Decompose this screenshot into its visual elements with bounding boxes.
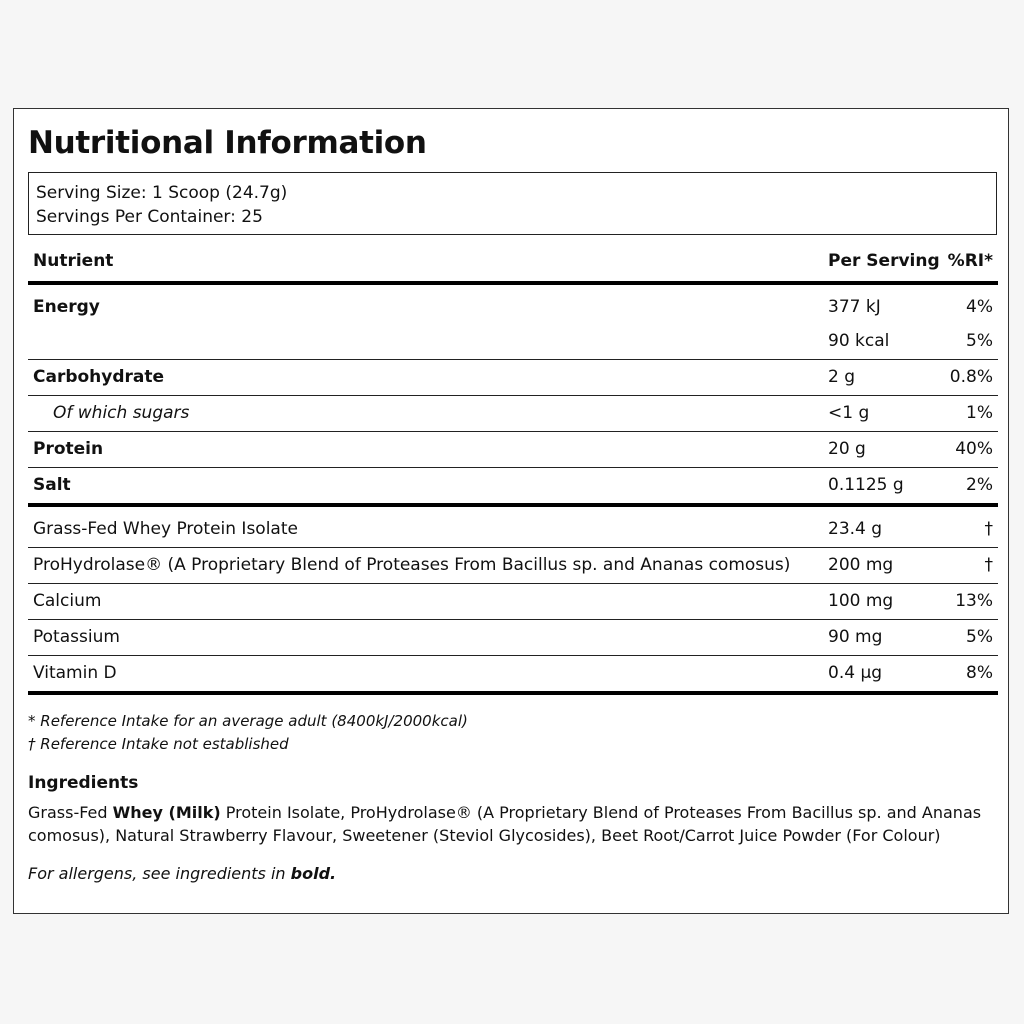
- table-row-energy-kj: [28, 285, 998, 324]
- per-serving-value: 90 mg: [828, 627, 883, 647]
- header-ri: %RI*: [947, 251, 993, 271]
- table-row-sugars: [28, 396, 998, 432]
- allergen-highlight: Whey (Milk): [112, 803, 221, 822]
- serving-info-box: [28, 172, 997, 235]
- table-row-vitamin-d: [28, 656, 998, 695]
- nutrient-name: ProHydrolase® (A Proprietary Blend of Proteases From Bacillus sp. and Ananas comosus): [33, 555, 791, 575]
- ri-value: †: [984, 519, 993, 539]
- ri-value: 5%: [966, 331, 993, 351]
- table-row-potassium: [28, 620, 998, 656]
- nutrient-name: Protein: [33, 439, 104, 459]
- table-row-salt: [28, 468, 998, 507]
- footnotes: [28, 710, 468, 756]
- per-serving-value: 0.4 µg: [828, 663, 883, 683]
- table-row-protein: [28, 432, 998, 468]
- nutrition-panel: [13, 108, 1009, 914]
- ri-value: 2%: [966, 475, 993, 495]
- table-row-energy-kcal: [28, 324, 998, 360]
- allergen-text: For allergens, see ingredients in: [28, 864, 291, 883]
- table-row-whey-isolate: [28, 507, 998, 548]
- serving-size: Serving Size: 1 Scoop (24.7g): [36, 183, 288, 203]
- nutrient-name: Calcium: [33, 591, 102, 611]
- footnote-ri: * Reference Intake for an average adult (8400kJ/2000kcal): [28, 712, 468, 730]
- servings-per-container: Servings Per Container: 25: [36, 207, 263, 227]
- ri-value: 8%: [966, 663, 993, 683]
- nutrient-name: Grass-Fed Whey Protein Isolate: [33, 519, 298, 539]
- ri-value: 1%: [966, 403, 993, 423]
- nutrient-name: Potassium: [33, 627, 120, 647]
- header-nutrient: Nutrient: [33, 251, 114, 271]
- table-row-calcium: [28, 584, 998, 620]
- per-serving-value: 0.1125 g: [828, 475, 904, 495]
- per-serving-value: <1 g: [828, 403, 870, 423]
- ingredients-title: Ingredients: [28, 773, 139, 793]
- ri-value: 13%: [955, 591, 993, 611]
- header-per-serving: Per Serving: [828, 251, 940, 271]
- nutrient-name: Carbohydrate: [33, 367, 165, 387]
- per-serving-value: 20 g: [828, 439, 866, 459]
- ri-value: 0.8%: [949, 367, 993, 387]
- per-serving-value: 23.4 g: [828, 519, 883, 539]
- nutrition-table: [28, 246, 998, 695]
- per-serving-value: 90 kcal: [828, 331, 890, 351]
- table-row-carbohydrate: [28, 360, 998, 396]
- nutrient-name: Of which sugars: [53, 403, 190, 423]
- nutrient-name: Vitamin D: [33, 663, 117, 683]
- allergen-note: [28, 864, 336, 883]
- page-title: Nutritional Information: [28, 125, 427, 161]
- allergen-bold: bold.: [290, 864, 337, 883]
- table-header: [28, 246, 998, 285]
- ingredients-part1: Grass-Fed: [28, 803, 113, 822]
- per-serving-value: 2 g: [828, 367, 856, 387]
- ri-value: 40%: [955, 439, 993, 459]
- ri-value: 4%: [966, 297, 993, 317]
- footnote-dagger: † Reference Intake not established: [28, 735, 289, 753]
- per-serving-value: 100 mg: [828, 591, 894, 611]
- nutrient-name: Energy: [33, 297, 100, 317]
- ingredients-text: [28, 801, 988, 847]
- table-row-prohydrolase: [28, 548, 998, 584]
- ingredients-part2: Protein Isolate, ProHydrolase® (A Proprietary Blend of Proteases From Bacillus sp. and Ananas comosus), Natural Strawberry Flavour, Sweetener (Steviol Glycosides), Beet Root/Carrot Juice Powder (For Colour): [28, 803, 982, 845]
- ri-value: †: [984, 555, 993, 575]
- nutrient-name: Salt: [33, 475, 71, 495]
- per-serving-value: 377 kJ: [828, 297, 881, 317]
- ri-value: 5%: [966, 627, 993, 647]
- per-serving-value: 200 mg: [828, 555, 894, 575]
